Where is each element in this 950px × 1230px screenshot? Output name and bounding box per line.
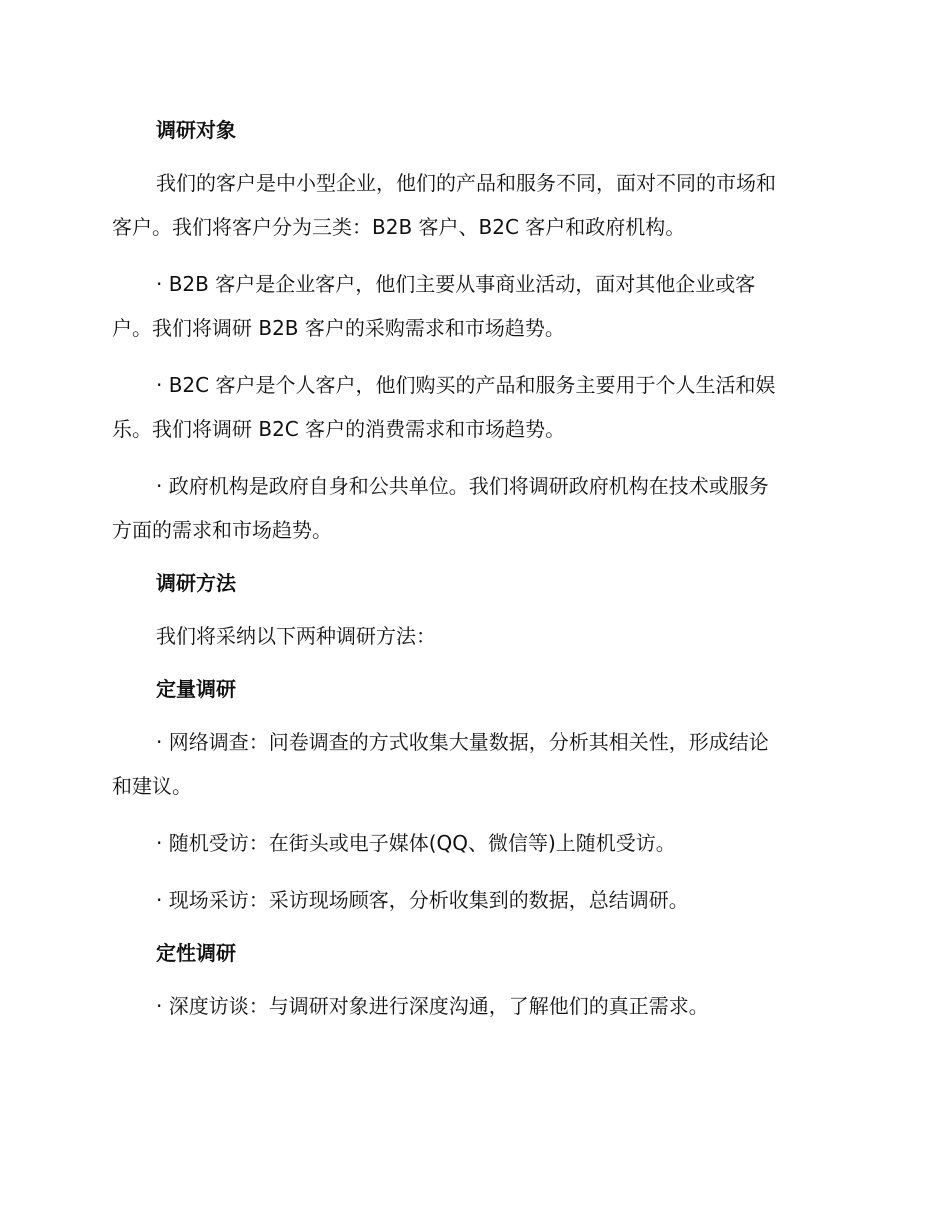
paragraph-line: · 现场采访：采访现场顾客，分析收集到的数据，总结调研。 [156,888,689,912]
paragraph-line: · B2B 客户是企业客户，他们主要从事商业活动，面对其他企业或客 [156,272,756,296]
section-heading-quantitative: 定量调研 [156,677,236,701]
paragraph-line: · 政府机构是政府自身和公共单位。我们将调研政府机构在技术或服务 [156,474,769,498]
paragraph-line: 方面的需求和市场趋势。 [112,518,332,542]
bullet-online-survey [112,720,832,808]
paragraph-line: 和建议。 [112,774,192,798]
bullet-random-interview [112,821,832,865]
section-heading-qualitative: 定性调研 [156,941,236,965]
document-content [112,116,832,1028]
paragraph-line: · 随机受访：在街头或电子媒体(QQ、微信等)上随机受访。 [156,831,676,855]
paragraph-line: 乐。我们将调研 B2C 客户的消费需求和市场趋势。 [112,417,566,441]
bullet-in-depth-interview [112,984,832,1028]
paragraph-line: 我们的客户是中小型企业，他们的产品和服务不同，面对不同的市场和 [156,171,776,195]
section-heading-research-methods: 调研方法 [156,571,236,595]
section-heading-research-target: 调研对象 [156,118,236,142]
paragraph-line: 户。我们将调研 B2B 客户的采购需求和市场趋势。 [112,316,565,340]
paragraph-line: · 深度访谈：与调研对象进行深度沟通，了解他们的真正需求。 [156,994,709,1018]
paragraph-line: · B2C 客户是个人客户，他们购买的产品和服务主要用于个人生活和娱 [156,373,776,397]
paragraph-methods-intro [112,614,832,658]
paragraph-line: 我们将采纳以下两种调研方法： [156,624,436,648]
bullet-b2b [112,262,832,350]
bullet-onsite-interview [112,878,832,922]
paragraph-line: 客户。我们将客户分为三类：B2B 客户、B2C 客户和政府机构。 [112,215,686,239]
bullet-b2c [112,363,832,451]
bullet-government [112,464,832,552]
paragraph-customers [112,161,832,249]
paragraph-line: · 网络调查：问卷调查的方式收集大量数据，分析其相关性，形成结论 [156,730,769,754]
